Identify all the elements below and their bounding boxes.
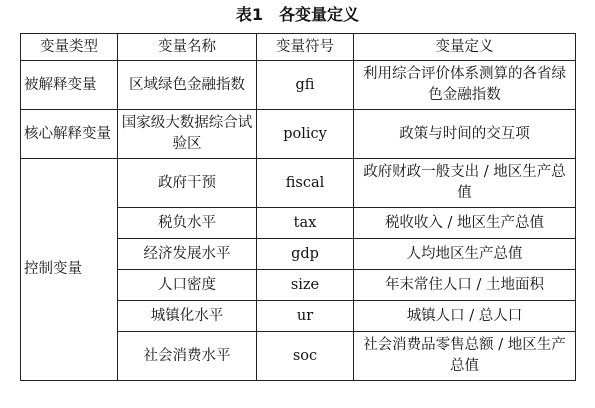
cell-definition: 城镇人口 / 总人口 [354, 301, 576, 332]
cell-definition: 税收收入 / 地区生产总值 [354, 208, 576, 239]
table-row [21, 159, 576, 208]
cell-definition: 社会消费品零售总额 / 地区生产总值 [354, 332, 576, 381]
cell-symbol: soc [257, 332, 354, 381]
cell-type: 被解释变量 [21, 61, 118, 110]
cell-symbol: policy [257, 110, 354, 159]
column-header-type: 变量类型 [21, 34, 118, 61]
cell-symbol: ur [257, 301, 354, 332]
cell-symbol: gdp [257, 239, 354, 270]
cell-symbol: gfi [257, 61, 354, 110]
cell-type: 控制变量 [21, 159, 118, 381]
cell-name: 人口密度 [118, 270, 257, 301]
cell-definition: 政府财政一般支出 / 地区生产总值 [354, 159, 576, 208]
cell-symbol: size [257, 270, 354, 301]
table-row [21, 61, 576, 110]
column-header-symbol: 变量符号 [257, 34, 354, 61]
cell-symbol: tax [257, 208, 354, 239]
table-header-row [21, 34, 576, 61]
cell-name: 税负水平 [118, 208, 257, 239]
cell-name: 社会消费水平 [118, 332, 257, 381]
cell-symbol: fiscal [257, 159, 354, 208]
table-row [21, 110, 576, 159]
cell-name: 政府干预 [118, 159, 257, 208]
cell-definition: 年末常住人口 / 土地面积 [354, 270, 576, 301]
cell-definition: 人均地区生产总值 [354, 239, 576, 270]
cell-definition: 利用综合评价体系测算的各省绿色金融指数 [354, 61, 576, 110]
table-title: 表1 各变量定义 [235, 5, 360, 24]
cell-name: 区域绿色金融指数 [118, 61, 257, 110]
cell-name: 城镇化水平 [118, 301, 257, 332]
cell-name: 经济发展水平 [118, 239, 257, 270]
variable-definition-table [20, 33, 576, 381]
cell-definition: 政策与时间的交互项 [354, 110, 576, 159]
column-header-name: 变量名称 [118, 34, 257, 61]
cell-name: 国家级大数据综合试验区 [118, 110, 257, 159]
column-header-definition: 变量定义 [354, 34, 576, 61]
cell-type: 核心解释变量 [21, 110, 118, 159]
